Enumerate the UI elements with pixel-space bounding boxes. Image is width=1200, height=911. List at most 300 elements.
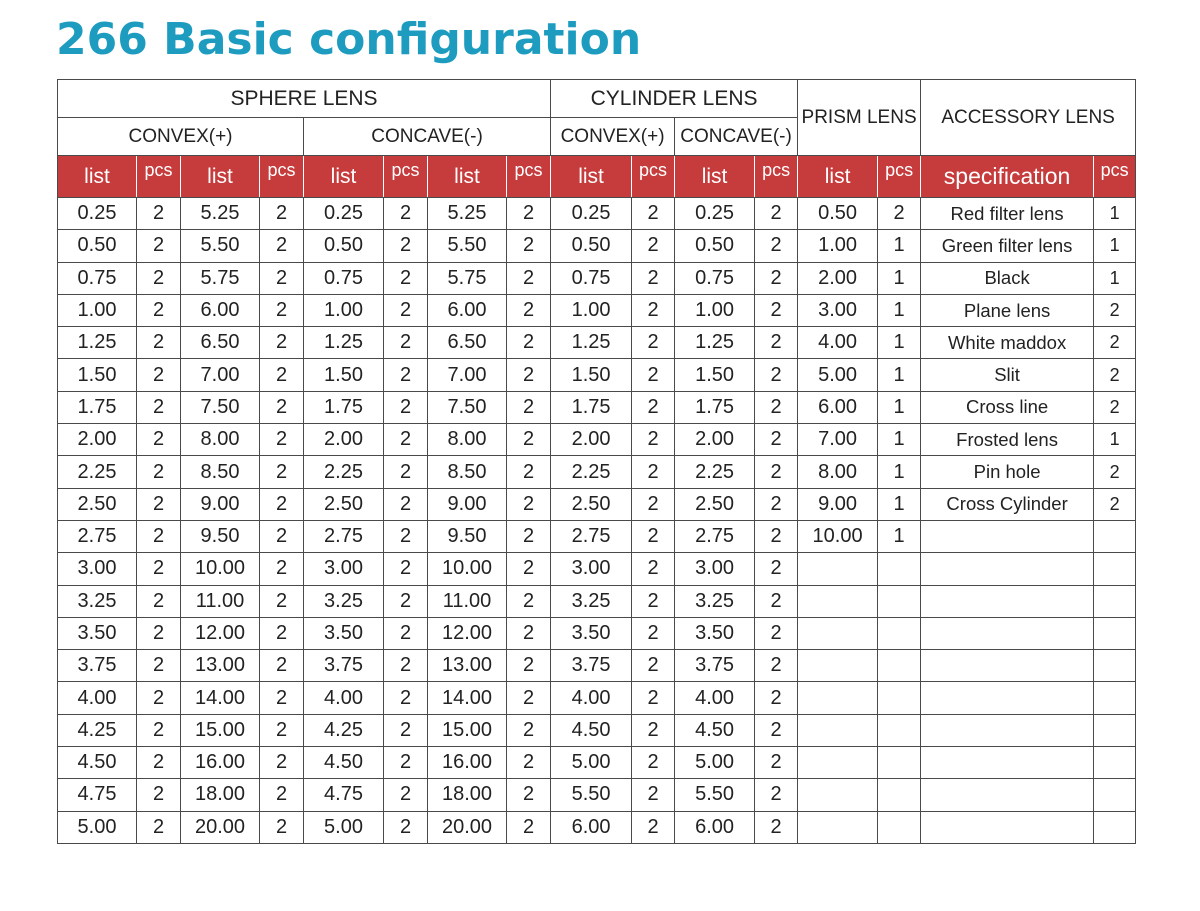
table-row <box>58 811 1136 843</box>
list-cell: 6.00 <box>181 294 260 326</box>
pcs-cell <box>878 553 921 585</box>
pcs-cell: 2 <box>260 391 304 423</box>
pcs-column-label: pcs <box>507 156 551 198</box>
pcs-cell: 2 <box>632 553 675 585</box>
list-cell: 5.00 <box>798 359 878 391</box>
list-cell: 2.00 <box>798 262 878 294</box>
list-cell: 4.75 <box>304 779 384 811</box>
specification-cell: White maddox <box>921 327 1094 359</box>
lens-configuration-table <box>57 79 1136 844</box>
list-cell: 5.00 <box>551 747 632 779</box>
table-row <box>58 230 1136 262</box>
pcs-cell: 2 <box>632 456 675 488</box>
list-cell: 5.00 <box>304 811 384 843</box>
list-cell: 7.00 <box>798 424 878 456</box>
list-cell: 2.50 <box>675 488 755 520</box>
pcs-cell: 2 <box>384 262 428 294</box>
pcs-cell: 1 <box>878 456 921 488</box>
list-cell: 1.75 <box>304 391 384 423</box>
pcs-cell <box>1094 682 1136 714</box>
specification-cell: Black <box>921 262 1094 294</box>
pcs-column-label: pcs <box>137 156 181 198</box>
pcs-cell: 2 <box>384 714 428 746</box>
list-cell: 0.75 <box>58 262 137 294</box>
list-cell: 0.25 <box>58 198 137 230</box>
list-cell: 3.00 <box>551 553 632 585</box>
pcs-cell: 2 <box>507 262 551 294</box>
list-cell: 0.75 <box>675 262 755 294</box>
pcs-cell: 2 <box>137 456 181 488</box>
table-row <box>58 262 1136 294</box>
pcs-cell: 2 <box>137 714 181 746</box>
list-cell <box>798 714 878 746</box>
list-cell: 5.25 <box>428 198 507 230</box>
table-row <box>58 617 1136 649</box>
pcs-cell: 2 <box>137 520 181 552</box>
list-cell: 4.75 <box>58 779 137 811</box>
list-cell: 20.00 <box>181 811 260 843</box>
list-cell: 2.50 <box>304 488 384 520</box>
pcs-cell: 2 <box>384 230 428 262</box>
pcs-cell: 2 <box>384 779 428 811</box>
list-cell: 1.25 <box>58 327 137 359</box>
list-cell: 12.00 <box>181 617 260 649</box>
list-cell: 6.00 <box>551 811 632 843</box>
list-cell: 1.25 <box>304 327 384 359</box>
pcs-cell <box>878 585 921 617</box>
pcs-cell: 2 <box>632 682 675 714</box>
list-cell: 4.25 <box>304 714 384 746</box>
list-cell: 1.00 <box>798 230 878 262</box>
list-cell: 3.25 <box>675 585 755 617</box>
list-cell: 13.00 <box>428 650 507 682</box>
list-cell: 4.50 <box>675 714 755 746</box>
pcs-cell: 2 <box>632 714 675 746</box>
specification-cell: Green filter lens <box>921 230 1094 262</box>
pcs-cell: 2 <box>384 294 428 326</box>
pcs-cell <box>1094 747 1136 779</box>
specification-column-label: specification <box>921 156 1094 198</box>
list-cell: 2.75 <box>675 520 755 552</box>
pcs-cell: 2 <box>137 359 181 391</box>
page-title: 266 Basic configuration <box>56 14 642 65</box>
list-cell: 1.50 <box>304 359 384 391</box>
pcs-cell <box>1094 811 1136 843</box>
pcs-cell: 2 <box>384 553 428 585</box>
list-cell: 1.00 <box>551 294 632 326</box>
list-cell: 1.50 <box>551 359 632 391</box>
list-cell: 16.00 <box>181 747 260 779</box>
list-cell: 9.00 <box>428 488 507 520</box>
list-column-label: list <box>58 156 137 198</box>
specification-cell: Pin hole <box>921 456 1094 488</box>
pcs-cell: 2 <box>632 424 675 456</box>
pcs-cell: 2 <box>260 359 304 391</box>
list-cell: 1.75 <box>675 391 755 423</box>
pcs-cell: 2 <box>384 456 428 488</box>
pcs-cell: 2 <box>260 747 304 779</box>
list-cell: 11.00 <box>428 585 507 617</box>
list-cell: 5.75 <box>181 262 260 294</box>
list-cell: 18.00 <box>181 779 260 811</box>
pcs-cell: 2 <box>632 327 675 359</box>
list-cell: 0.50 <box>304 230 384 262</box>
pcs-cell: 2 <box>507 327 551 359</box>
list-cell: 5.00 <box>675 747 755 779</box>
pcs-cell: 2 <box>632 779 675 811</box>
list-cell: 9.50 <box>181 520 260 552</box>
pcs-cell: 2 <box>137 198 181 230</box>
list-cell: 5.50 <box>181 230 260 262</box>
pcs-cell: 2 <box>755 456 798 488</box>
pcs-cell: 2 <box>384 617 428 649</box>
list-cell: 3.50 <box>551 617 632 649</box>
list-cell: 3.75 <box>675 650 755 682</box>
pcs-cell: 2 <box>260 553 304 585</box>
pcs-cell: 2 <box>384 682 428 714</box>
pcs-column-label: pcs <box>632 156 675 198</box>
pcs-cell: 1 <box>878 230 921 262</box>
list-cell: 6.00 <box>675 811 755 843</box>
specification-cell <box>921 779 1094 811</box>
list-cell: 4.50 <box>58 747 137 779</box>
list-column-label: list <box>304 156 384 198</box>
list-cell: 3.25 <box>304 585 384 617</box>
pcs-cell: 2 <box>755 230 798 262</box>
pcs-cell <box>1094 617 1136 649</box>
pcs-cell: 2 <box>632 811 675 843</box>
list-cell: 20.00 <box>428 811 507 843</box>
pcs-cell: 2 <box>260 230 304 262</box>
pcs-cell: 1 <box>878 262 921 294</box>
list-cell <box>798 682 878 714</box>
pcs-cell: 2 <box>507 585 551 617</box>
list-cell: 1.25 <box>551 327 632 359</box>
pcs-cell: 2 <box>878 198 921 230</box>
pcs-cell: 2 <box>137 294 181 326</box>
list-cell: 3.50 <box>675 617 755 649</box>
pcs-cell: 2 <box>260 714 304 746</box>
pcs-cell: 2 <box>632 198 675 230</box>
list-cell <box>798 617 878 649</box>
pcs-cell: 2 <box>1094 359 1136 391</box>
pcs-cell: 2 <box>755 617 798 649</box>
pcs-cell: 2 <box>384 391 428 423</box>
pcs-cell: 2 <box>260 262 304 294</box>
list-cell: 6.50 <box>181 327 260 359</box>
pcs-column-label: pcs <box>384 156 428 198</box>
pcs-cell: 2 <box>137 585 181 617</box>
pcs-cell: 2 <box>137 747 181 779</box>
pcs-cell: 2 <box>755 262 798 294</box>
list-cell: 10.00 <box>181 553 260 585</box>
pcs-cell: 2 <box>632 617 675 649</box>
pcs-cell: 2 <box>384 359 428 391</box>
pcs-cell: 2 <box>507 391 551 423</box>
pcs-cell: 2 <box>384 198 428 230</box>
pcs-cell: 2 <box>755 747 798 779</box>
pcs-cell: 2 <box>507 617 551 649</box>
pcs-cell: 2 <box>755 488 798 520</box>
pcs-cell: 2 <box>260 456 304 488</box>
pcs-cell <box>878 747 921 779</box>
list-cell: 1.00 <box>58 294 137 326</box>
pcs-cell: 2 <box>384 585 428 617</box>
list-cell: 5.00 <box>58 811 137 843</box>
list-cell: 16.00 <box>428 747 507 779</box>
table-row <box>58 553 1136 585</box>
list-cell: 0.25 <box>551 198 632 230</box>
table-row <box>58 650 1136 682</box>
pcs-cell: 2 <box>632 747 675 779</box>
pcs-cell: 1 <box>878 391 921 423</box>
cylinder-lens-header: CYLINDER LENS <box>551 80 798 118</box>
list-cell: 4.25 <box>58 714 137 746</box>
pcs-cell: 2 <box>137 391 181 423</box>
pcs-cell: 2 <box>632 585 675 617</box>
list-cell: 5.50 <box>675 779 755 811</box>
table-row <box>58 779 1136 811</box>
list-cell: 3.00 <box>304 553 384 585</box>
list-cell: 5.50 <box>428 230 507 262</box>
list-cell: 3.25 <box>551 585 632 617</box>
pcs-cell: 2 <box>755 520 798 552</box>
pcs-cell: 2 <box>507 520 551 552</box>
table-row <box>58 682 1136 714</box>
pcs-cell: 2 <box>260 488 304 520</box>
table-row <box>58 359 1136 391</box>
list-cell: 2.50 <box>551 488 632 520</box>
list-cell: 6.00 <box>428 294 507 326</box>
pcs-cell: 2 <box>260 585 304 617</box>
specification-cell: Cross Cylinder <box>921 488 1094 520</box>
pcs-cell: 2 <box>755 294 798 326</box>
list-cell: 4.50 <box>304 747 384 779</box>
list-cell: 3.50 <box>58 617 137 649</box>
pcs-cell: 2 <box>384 424 428 456</box>
list-cell: 0.50 <box>551 230 632 262</box>
list-cell: 18.00 <box>428 779 507 811</box>
specification-cell <box>921 682 1094 714</box>
list-cell: 2.00 <box>58 424 137 456</box>
list-cell: 2.25 <box>304 456 384 488</box>
pcs-cell <box>1094 779 1136 811</box>
pcs-cell: 2 <box>755 811 798 843</box>
list-cell: 2.00 <box>551 424 632 456</box>
pcs-cell: 2 <box>632 359 675 391</box>
list-cell: 8.00 <box>798 456 878 488</box>
pcs-cell: 2 <box>260 198 304 230</box>
specification-cell <box>921 714 1094 746</box>
pcs-cell: 1 <box>878 424 921 456</box>
table-row <box>58 424 1136 456</box>
pcs-cell: 2 <box>755 198 798 230</box>
pcs-cell: 1 <box>1094 424 1136 456</box>
list-cell: 2.25 <box>58 456 137 488</box>
table-row <box>58 747 1136 779</box>
pcs-cell: 2 <box>137 327 181 359</box>
table-row <box>58 294 1136 326</box>
pcs-cell: 2 <box>507 811 551 843</box>
pcs-cell <box>878 650 921 682</box>
list-cell: 4.00 <box>304 682 384 714</box>
list-cell: 8.00 <box>428 424 507 456</box>
pcs-cell: 2 <box>507 553 551 585</box>
pcs-cell: 1 <box>1094 198 1136 230</box>
specification-cell <box>921 650 1094 682</box>
list-cell: 0.25 <box>675 198 755 230</box>
table-row <box>58 327 1136 359</box>
list-cell: 7.00 <box>428 359 507 391</box>
list-cell: 0.50 <box>58 230 137 262</box>
list-cell: 2.75 <box>551 520 632 552</box>
pcs-cell <box>878 811 921 843</box>
pcs-cell <box>1094 585 1136 617</box>
list-cell: 7.00 <box>181 359 260 391</box>
list-cell: 1.75 <box>58 391 137 423</box>
list-cell: 15.00 <box>428 714 507 746</box>
specification-cell <box>921 553 1094 585</box>
pcs-cell <box>1094 714 1136 746</box>
list-cell: 3.75 <box>551 650 632 682</box>
pcs-cell: 2 <box>632 230 675 262</box>
pcs-cell: 2 <box>137 811 181 843</box>
pcs-cell: 2 <box>632 650 675 682</box>
pcs-cell: 2 <box>137 617 181 649</box>
pcs-cell: 2 <box>260 617 304 649</box>
pcs-cell: 2 <box>260 650 304 682</box>
cylinder-concave-header: CONCAVE(-) <box>675 118 798 156</box>
list-cell: 2.75 <box>304 520 384 552</box>
specification-cell: Slit <box>921 359 1094 391</box>
pcs-cell <box>878 779 921 811</box>
specification-cell: Plane lens <box>921 294 1094 326</box>
pcs-cell: 2 <box>260 520 304 552</box>
list-cell: 1.25 <box>675 327 755 359</box>
list-cell: 2.00 <box>675 424 755 456</box>
pcs-cell: 2 <box>507 359 551 391</box>
table-row <box>58 520 1136 552</box>
list-cell: 0.75 <box>551 262 632 294</box>
pcs-cell: 2 <box>260 424 304 456</box>
pcs-cell: 2 <box>137 230 181 262</box>
list-cell: 4.00 <box>675 682 755 714</box>
pcs-cell: 1 <box>878 294 921 326</box>
pcs-cell: 2 <box>260 682 304 714</box>
list-cell: 3.75 <box>58 650 137 682</box>
table-row <box>58 714 1136 746</box>
cylinder-convex-header: CONVEX(+) <box>551 118 675 156</box>
pcs-cell: 2 <box>755 424 798 456</box>
pcs-cell: 2 <box>1094 391 1136 423</box>
list-cell: 4.00 <box>798 327 878 359</box>
list-cell: 0.50 <box>798 198 878 230</box>
pcs-cell: 2 <box>260 811 304 843</box>
pcs-cell <box>878 682 921 714</box>
list-cell: 3.50 <box>304 617 384 649</box>
pcs-cell: 2 <box>507 424 551 456</box>
pcs-cell: 1 <box>878 327 921 359</box>
pcs-cell <box>878 617 921 649</box>
pcs-cell: 2 <box>260 294 304 326</box>
pcs-cell: 2 <box>507 198 551 230</box>
list-cell: 3.25 <box>58 585 137 617</box>
list-cell: 8.50 <box>181 456 260 488</box>
pcs-cell: 2 <box>1094 488 1136 520</box>
list-cell <box>798 811 878 843</box>
pcs-cell: 2 <box>137 779 181 811</box>
pcs-cell: 1 <box>1094 230 1136 262</box>
pcs-cell: 2 <box>632 294 675 326</box>
specification-cell: Frosted lens <box>921 424 1094 456</box>
list-cell: 5.75 <box>428 262 507 294</box>
table-row <box>58 585 1136 617</box>
pcs-cell: 2 <box>260 327 304 359</box>
list-cell: 9.50 <box>428 520 507 552</box>
pcs-cell: 2 <box>507 230 551 262</box>
pcs-cell: 2 <box>137 262 181 294</box>
list-cell: 13.00 <box>181 650 260 682</box>
list-cell: 14.00 <box>181 682 260 714</box>
list-cell: 9.00 <box>798 488 878 520</box>
list-column-label: list <box>428 156 507 198</box>
specification-cell: Cross line <box>921 391 1094 423</box>
pcs-cell <box>1094 520 1136 552</box>
pcs-cell: 2 <box>384 811 428 843</box>
list-cell: 3.00 <box>675 553 755 585</box>
list-cell: 1.50 <box>675 359 755 391</box>
list-cell: 3.00 <box>58 553 137 585</box>
pcs-cell: 2 <box>260 779 304 811</box>
list-cell <box>798 779 878 811</box>
pcs-cell <box>1094 650 1136 682</box>
pcs-cell: 2 <box>384 488 428 520</box>
list-cell: 8.00 <box>181 424 260 456</box>
pcs-cell: 1 <box>878 359 921 391</box>
pcs-cell: 2 <box>632 488 675 520</box>
list-cell: 3.00 <box>798 294 878 326</box>
sphere-lens-header: SPHERE LENS <box>58 80 551 118</box>
table-row <box>58 456 1136 488</box>
table-row <box>58 488 1136 520</box>
list-cell: 1.75 <box>551 391 632 423</box>
pcs-cell: 2 <box>507 294 551 326</box>
pcs-cell: 2 <box>1094 327 1136 359</box>
list-cell: 9.00 <box>181 488 260 520</box>
pcs-column-label: pcs <box>1094 156 1136 198</box>
list-cell: 1.00 <box>304 294 384 326</box>
specification-cell <box>921 617 1094 649</box>
specification-cell <box>921 811 1094 843</box>
pcs-cell: 2 <box>507 456 551 488</box>
list-cell: 0.50 <box>675 230 755 262</box>
pcs-cell <box>1094 553 1136 585</box>
pcs-cell: 2 <box>755 650 798 682</box>
pcs-cell: 2 <box>137 682 181 714</box>
list-cell: 1.50 <box>58 359 137 391</box>
list-cell: 3.75 <box>304 650 384 682</box>
pcs-cell: 1 <box>1094 262 1136 294</box>
list-column-label: list <box>551 156 632 198</box>
list-cell: 11.00 <box>181 585 260 617</box>
list-column-label: list <box>675 156 755 198</box>
pcs-column-label: pcs <box>755 156 798 198</box>
list-cell: 2.00 <box>304 424 384 456</box>
pcs-cell: 2 <box>384 650 428 682</box>
pcs-cell: 2 <box>755 391 798 423</box>
table-body <box>58 198 1136 844</box>
list-cell: 4.50 <box>551 714 632 746</box>
